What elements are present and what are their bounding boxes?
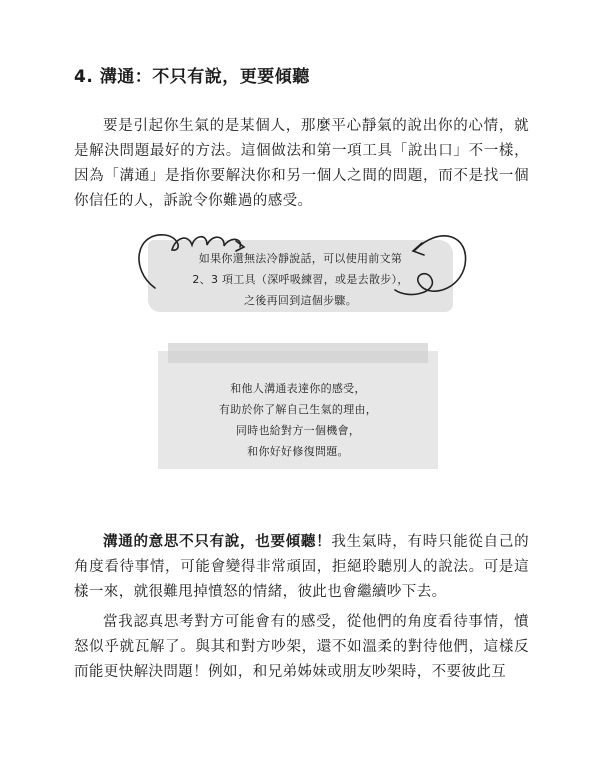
callout-note-line: 和他人溝通表達你的感受， (230, 382, 366, 395)
callout-tip-box (148, 240, 453, 312)
callout-note-box (158, 351, 438, 469)
callout-tip-line: 之後再回到這個步驟。 (244, 294, 357, 307)
paragraph-intro: 要是引起你生氣的是某個人，那麼平心靜氣的說出你的心情，就是解決問題最好的方法。這個做法和第一項工具「說出口」不一樣，因為「溝通」是指你要解決你和另一個人之間的問題，而不是找一個你信任的人，訴說令你難過的感受。 (74, 118, 529, 209)
callout-tip-line: 2、3 項工具（深呼吸練習，或是去散步）， (192, 273, 409, 286)
callout-note-line: 和你好好修復問題。 (247, 445, 349, 458)
callout-tip-line: 如果你還無法冷靜說話，可以使用前文第 (198, 252, 403, 265)
paragraph-empathy: 當我認真思考對方可能會有的感受，從他們的角度看待事情，憤怒似乎就瓦解了。與其和對方吵架，還不如溫柔的對待他們，這樣反而能更快解決問題！例如，和兄弟姊妹或朋友吵架時，不要彼此互 (74, 614, 529, 680)
callout-note-line: 同時也給對方一個機會， (235, 424, 361, 437)
callout-note-line: 有助於你了解自己生氣的理由， (218, 403, 378, 416)
paragraph-body: 我生氣時，有時只能從自己的角度看待事情，可能會變得非常頑固，拒絕聆聽別人的說法。可是這樣一來，就很難甩掉憤怒的情緒，彼此也會繼續吵下去。 (74, 534, 529, 600)
paragraph-lead-bold: 溝通的意思不只有說，也要傾聽！ (103, 534, 332, 550)
section-heading: 4. 溝通：不只有說，更要傾聽 (74, 67, 310, 87)
paragraph-listening (74, 530, 529, 605)
tape-strip-decoration (168, 343, 428, 363)
